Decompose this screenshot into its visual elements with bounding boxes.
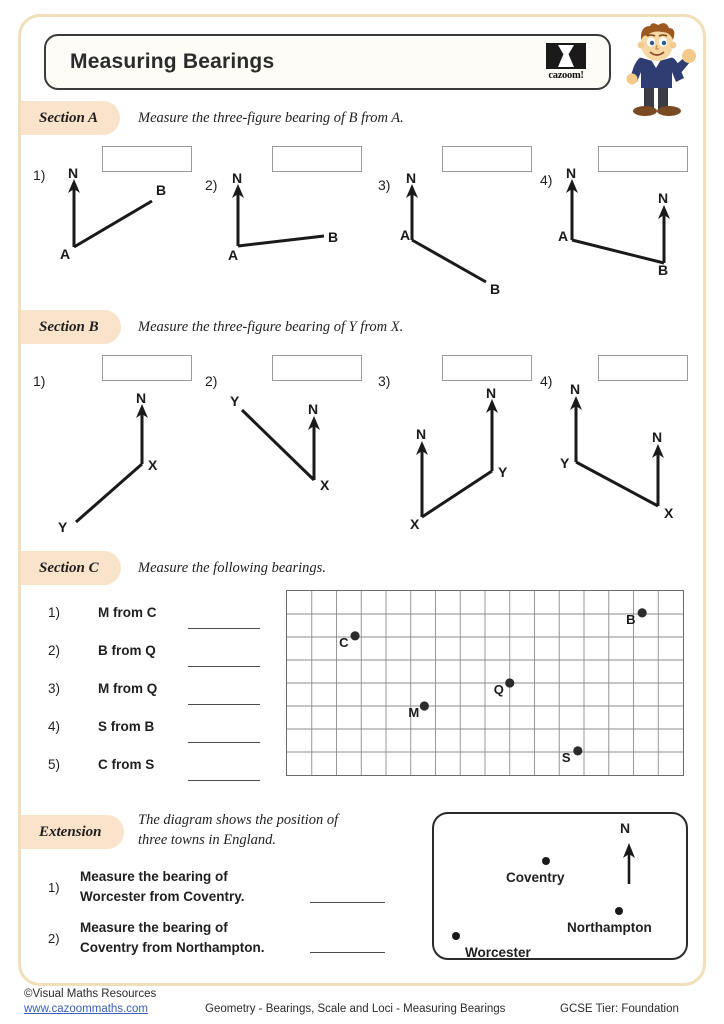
title-banner bbox=[44, 34, 611, 90]
section-b-diagram-2 bbox=[228, 392, 348, 492]
grid-point-q bbox=[505, 678, 514, 687]
footer-website-link[interactable]: www.cazoommaths.com bbox=[24, 1003, 148, 1015]
extension-qtext-2-line2: Coventry from Northampton. bbox=[80, 940, 265, 955]
svg-text:A: A bbox=[60, 246, 71, 262]
section-b-answer-box-1[interactable] bbox=[102, 355, 192, 381]
section-b-qnum-1: 1) bbox=[33, 373, 46, 389]
footer-copyright: ©Visual Maths Resources bbox=[24, 988, 157, 1000]
section-a-qnum-2: 2) bbox=[205, 177, 218, 193]
svg-text:B: B bbox=[490, 281, 501, 297]
section-a-label: Section A bbox=[39, 109, 99, 126]
section-c-qtext-4: S from B bbox=[98, 719, 155, 734]
extension-qtext-1-line1: Measure the bearing of bbox=[80, 869, 228, 884]
grid-label-c: C bbox=[339, 634, 349, 650]
section-b-instruction: Measure the three-figure bearing of Y from X. bbox=[138, 319, 404, 335]
svg-text:N: N bbox=[570, 381, 581, 397]
section-b-qnum-4: 4) bbox=[540, 373, 553, 389]
section-c-qtext-3: M from Q bbox=[98, 681, 158, 696]
grid-point-b bbox=[638, 608, 647, 617]
cazoom-logo bbox=[535, 43, 597, 85]
svg-text:Y: Y bbox=[560, 455, 570, 471]
svg-text:N: N bbox=[406, 170, 417, 186]
svg-text:X: X bbox=[320, 477, 330, 493]
grid-point-m bbox=[420, 701, 429, 710]
svg-text:X: X bbox=[410, 516, 420, 532]
svg-text:X: X bbox=[664, 505, 674, 521]
section-a-pill bbox=[21, 101, 120, 135]
town-label-northampton: Northampton bbox=[567, 920, 652, 935]
extension-answer-line-1[interactable] bbox=[310, 902, 385, 903]
section-a-answer-box-2[interactable] bbox=[272, 146, 362, 172]
town-dot-worcester bbox=[452, 932, 460, 940]
town-dot-northampton bbox=[615, 907, 623, 915]
grid-label-q: Q bbox=[493, 682, 504, 697]
footer-tier: GCSE Tier: Foundation bbox=[560, 1003, 679, 1015]
section-a-diagram-4 bbox=[558, 165, 688, 278]
svg-text:Y: Y bbox=[498, 464, 508, 480]
extension-label: Extension bbox=[39, 823, 102, 840]
section-c-pill bbox=[21, 551, 121, 585]
section-c-label: Section C bbox=[39, 559, 99, 576]
section-a-qnum-1: 1) bbox=[33, 167, 46, 183]
svg-text:N: N bbox=[652, 429, 663, 445]
svg-text:N: N bbox=[566, 165, 577, 181]
section-b-label: Section B bbox=[39, 318, 99, 335]
section-c-qnum-5: 5) bbox=[48, 757, 61, 772]
svg-text:A: A bbox=[400, 227, 411, 243]
town-label-worcester: Worcester bbox=[465, 945, 531, 960]
section-a-diagram-3 bbox=[400, 170, 520, 295]
section-c-answer-line-3[interactable] bbox=[188, 704, 260, 705]
section-a-diagram-1 bbox=[56, 165, 186, 260]
grid-point-c bbox=[350, 631, 359, 640]
grid-label-s: S bbox=[561, 749, 571, 765]
svg-text:A: A bbox=[558, 228, 569, 244]
section-b-qnum-3: 3) bbox=[378, 373, 391, 389]
extension-qnum-2: 2) bbox=[48, 931, 60, 946]
section-c-qnum-3: 3) bbox=[48, 681, 61, 696]
map-north-label: N bbox=[620, 820, 631, 836]
section-a-instruction: Measure the three-figure bearing of B from A. bbox=[138, 110, 404, 126]
svg-text:N: N bbox=[308, 401, 319, 417]
svg-text:A: A bbox=[228, 247, 239, 263]
section-c-answer-line-5[interactable] bbox=[188, 780, 260, 781]
section-c-answer-line-4[interactable] bbox=[188, 742, 260, 743]
grid-label-b: B bbox=[626, 611, 636, 627]
section-c-answer-line-1[interactable] bbox=[188, 628, 260, 629]
extension-instruction-line1: The diagram shows the position of bbox=[138, 812, 339, 828]
section-a-qnum-4: 4) bbox=[540, 172, 553, 188]
section-c-qtext-2: B from Q bbox=[98, 643, 156, 658]
cazoom-logo-word: cazoom! bbox=[548, 70, 584, 81]
page-title: Measuring Bearings bbox=[70, 50, 275, 73]
section-c-qtext-1: M from C bbox=[98, 605, 157, 620]
section-a-qnum-3: 3) bbox=[378, 177, 391, 193]
section-c-qnum-4: 4) bbox=[48, 719, 61, 734]
extension-instruction-line2: three towns in England. bbox=[138, 832, 277, 848]
section-b-diagram-1 bbox=[58, 390, 188, 535]
section-c-answer-line-2[interactable] bbox=[188, 666, 260, 667]
bearings-grid bbox=[286, 590, 684, 776]
section-b-answer-box-3[interactable] bbox=[442, 355, 532, 381]
town-dot-coventry bbox=[542, 857, 550, 865]
section-b-qnum-2: 2) bbox=[205, 373, 218, 389]
section-b-pill bbox=[21, 310, 121, 344]
section-b-answer-box-4[interactable] bbox=[598, 355, 688, 381]
svg-text:B: B bbox=[328, 229, 339, 245]
extension-qnum-1: 1) bbox=[48, 880, 60, 895]
svg-text:N: N bbox=[232, 170, 243, 186]
section-b-diagram-3 bbox=[400, 385, 530, 530]
svg-text:N: N bbox=[416, 426, 427, 442]
section-a-diagram-2 bbox=[228, 170, 348, 262]
extension-pill bbox=[21, 815, 124, 849]
section-a-answer-box-3[interactable] bbox=[442, 146, 532, 172]
extension-qtext-1-line2: Worcester from Coventry. bbox=[80, 889, 245, 904]
section-c-instruction: Measure the following bearings. bbox=[138, 560, 326, 576]
extension-qtext-2-line1: Measure the bearing of bbox=[80, 920, 228, 935]
grid-label-m: M bbox=[408, 705, 420, 720]
cazoom-logo-mark-icon bbox=[546, 43, 586, 69]
svg-text:B: B bbox=[658, 262, 669, 278]
svg-text:N: N bbox=[68, 165, 79, 181]
extension-answer-line-2[interactable] bbox=[310, 952, 385, 953]
svg-text:Y: Y bbox=[58, 519, 68, 535]
section-b-diagram-4 bbox=[558, 380, 688, 520]
svg-text:N: N bbox=[136, 390, 147, 406]
section-c-qnum-1: 1) bbox=[48, 605, 61, 620]
town-label-coventry: Coventry bbox=[506, 870, 565, 885]
svg-text:N: N bbox=[658, 190, 669, 206]
section-c-qnum-2: 2) bbox=[48, 643, 61, 658]
svg-text:X: X bbox=[148, 457, 158, 473]
svg-text:Y: Y bbox=[230, 393, 240, 409]
footer-topic: Geometry - Bearings, Scale and Loci - Measuring Bearings bbox=[205, 1003, 506, 1015]
towns-map bbox=[432, 812, 688, 960]
section-c-qtext-5: C from S bbox=[98, 757, 155, 772]
map-north-arrow-icon bbox=[616, 840, 642, 886]
svg-text:N: N bbox=[486, 385, 497, 401]
mascot-illustration bbox=[614, 22, 700, 118]
grid-point-s bbox=[573, 746, 582, 755]
section-b-answer-box-2[interactable] bbox=[272, 355, 362, 381]
svg-text:B: B bbox=[156, 182, 167, 198]
